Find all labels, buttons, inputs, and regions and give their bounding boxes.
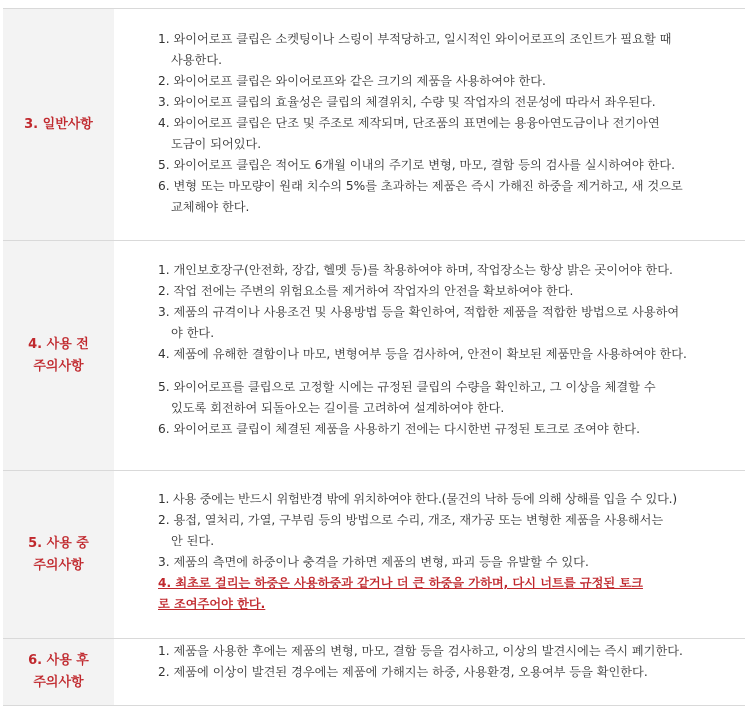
list-item: 4. 제품에 유해한 결함이나 마모, 변형여부 등을 검사하여, 안전이 확보된 제품만을 사용하여야 한다. [158, 347, 687, 361]
list-item: 4. 와이어로프 클립은 단조 및 주조로 제작되며, 단조품의 표면에는 용융아연도금이나 전기아연 도금이 되어있다. [158, 116, 660, 151]
section-general [3, 9, 745, 241]
section-heading-line: 4. 사용 전 [28, 336, 89, 352]
list-item: 1. 사용 중에는 반드시 위험반경 밖에 위치하여야 한다.(물건의 낙하 등에 의해 상해를 입을 수 있다.) [158, 492, 677, 506]
section-heading [3, 471, 114, 638]
section-during-use [3, 471, 745, 639]
section-body [114, 471, 745, 638]
section-heading-line: 주의사항 [33, 557, 84, 573]
list-item: 2. 와이어로프 클립은 와이어로프와 같은 크기의 제품을 사용하여야 한다. [158, 74, 546, 88]
section-before-use [3, 241, 745, 471]
section-body [114, 639, 745, 705]
emphasized-list-item: 4. 최초로 걸리는 하중은 사용하중과 같거나 더 큰 하중을 가하며, 다시 너트를 규정된 토크 로 조여주어야 한다. [158, 576, 643, 611]
list-item: 1. 개인보호장구(안전화, 장갑, 헬멧 등)를 착용하여야 하며, 작업장소는 항상 밝은 곳이어야 한다. [158, 263, 673, 277]
section-body [114, 9, 745, 240]
section-heading [3, 639, 114, 705]
list-item: 3. 제품의 측면에 하중이나 충격을 가하면 제품의 변형, 파괴 등을 유발할 수 있다. [158, 555, 589, 569]
section-heading [3, 9, 114, 240]
list-item: 6. 변형 또는 마모량이 원래 치수의 5%를 초과하는 제품은 즉시 가해진 하중을 제거하고, 새 것으로 교체해야 한다. [158, 179, 683, 214]
section-heading-line: 5. 사용 중 [28, 535, 89, 551]
list-item: 3. 와이어로프 클립의 효율성은 클립의 체결위치, 수량 및 작업자의 전문성에 따라서 좌우된다. [158, 95, 656, 109]
list-item: 5. 와이어로프 클립은 적어도 6개월 이내의 주기로 변형, 마모, 결함 등의 검사를 실시하여야 한다. [158, 158, 675, 172]
list-item: 5. 와이어로프를 클립으로 고정할 시에는 규정된 클립의 수량을 확인하고, 그 이상을 체결할 수 있도록 회전하여 되돌아오는 길이를 고려하여 설계하여야 한다. [158, 380, 656, 415]
list-item: 2. 제품에 이상이 발견된 경우에는 제품에 가해지는 하중, 사용환경, 오용여부 등을 확인한다. [158, 665, 648, 679]
list-item: 1. 제품을 사용한 후에는 제품의 변형, 마모, 결함 등을 검사하고, 이상의 발견시에는 즉시 폐기한다. [158, 644, 683, 658]
list-item: 3. 제품의 규격이나 사용조건 및 사용방법 등을 확인하여, 적합한 제품을 적합한 방법으로 사용하여 야 한다. [158, 305, 680, 340]
list-item: 1. 와이어로프 클립은 소켓팅이나 스링이 부적당하고, 일시적인 와이어로프의 조인트가 필요할 때 사용한다. [158, 32, 672, 67]
list-item: 6. 와이어로프 클립이 체결된 제품을 사용하기 전에는 다시한번 규정된 토크로 조여야 한다. [158, 422, 640, 436]
section-heading-text: 3. 일반사항 [24, 116, 93, 132]
section-after-use [3, 639, 745, 706]
spacer [158, 365, 741, 377]
list-item: 2. 용접, 열처리, 가열, 구부림 등의 방법으로 수리, 개조, 재가공 또는 변형한 제품을 사용해서는 안 된다. [158, 513, 664, 548]
section-body [114, 241, 745, 470]
list-item: 2. 작업 전에는 주변의 위험요소를 제거하여 작업자의 안전을 확보하여야 한다. [158, 284, 574, 298]
section-heading-line: 주의사항 [33, 358, 84, 374]
section-heading-line: 6. 사용 후 [28, 653, 89, 668]
precautions-table [3, 8, 745, 706]
section-heading [3, 241, 114, 470]
section-heading-line: 주의사항 [33, 675, 84, 690]
